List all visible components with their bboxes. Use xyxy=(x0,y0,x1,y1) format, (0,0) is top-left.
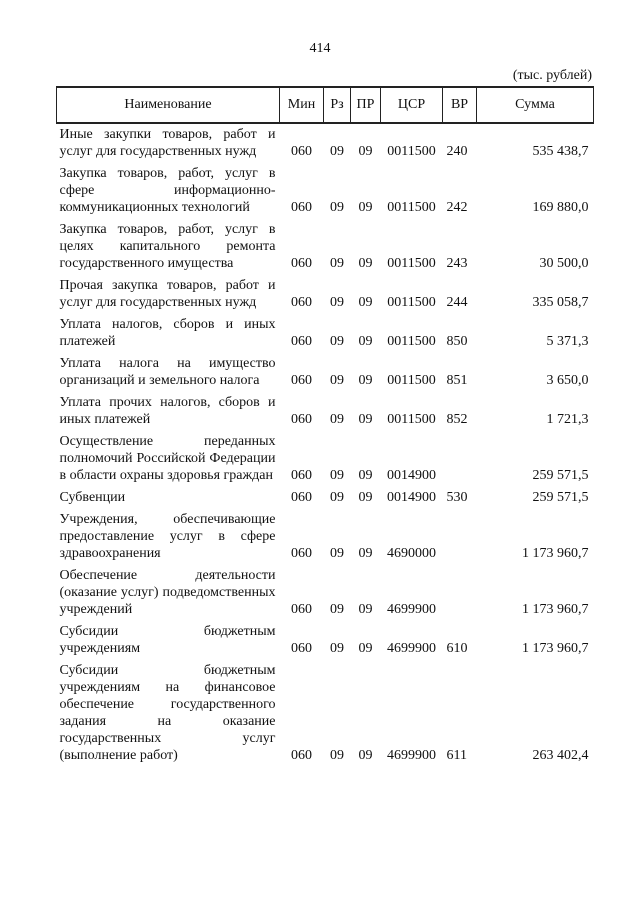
row-name: Субсидии бюджетным учреждениям xyxy=(59,624,276,656)
row-min: 060 xyxy=(291,748,312,763)
header-vr: ВР xyxy=(443,87,477,123)
table-row xyxy=(57,163,594,219)
row-min: 060 xyxy=(291,546,312,561)
row-sum: 5 371,3 xyxy=(546,334,589,349)
table-row xyxy=(57,353,594,392)
header-csr: ЦСР xyxy=(381,87,443,123)
row-csr: 4690000 xyxy=(387,546,436,561)
row-csr: 0011500 xyxy=(387,373,436,388)
row-min: 060 xyxy=(291,334,312,349)
page-number: 414 xyxy=(309,41,331,56)
row-sum: 3 650,0 xyxy=(546,373,589,388)
row-csr: 0014900 xyxy=(387,468,436,483)
row-vr: 850 xyxy=(446,334,468,349)
row-vr: 610 xyxy=(446,641,468,656)
row-vr: 242 xyxy=(446,200,468,215)
row-sum: 335 058,7 xyxy=(532,295,589,310)
table-row xyxy=(57,275,594,314)
row-name: Уплата прочих налогов, сборов и иных платежей xyxy=(59,395,276,427)
row-pr: 09 xyxy=(358,602,373,617)
row-name: Закупка товаров, работ, услуг в целях капитального ремонта государственного имущества xyxy=(59,222,276,271)
row-pr: 09 xyxy=(358,200,373,215)
row-sum: 259 571,5 xyxy=(532,490,589,505)
row-pr: 09 xyxy=(358,546,373,561)
row-name: Иные закупки товаров, работ и услуг для государственных нужд xyxy=(59,127,276,159)
header-name: Наименование xyxy=(57,87,280,123)
row-min: 060 xyxy=(291,468,312,483)
row-rz: 09 xyxy=(330,295,344,310)
table-row xyxy=(57,219,594,275)
row-csr: 0011500 xyxy=(387,334,436,349)
row-sum: 1 721,3 xyxy=(546,412,589,427)
row-rz: 09 xyxy=(330,748,344,763)
row-vr xyxy=(443,431,477,487)
row-name: Субвенции xyxy=(59,490,126,505)
row-name: Осуществление переданных полномочий Российской Федерации в области охраны здоровья граждан xyxy=(59,434,276,483)
row-name: Уплата налога на имущество организаций и земельного налога xyxy=(59,356,276,388)
row-sum: 1 173 960,7 xyxy=(522,641,589,656)
header-sum: Сумма xyxy=(477,87,594,123)
row-sum: 263 402,4 xyxy=(532,748,589,763)
header-pr: ПР xyxy=(351,87,381,123)
row-vr: 851 xyxy=(446,373,468,388)
table-row xyxy=(57,487,594,509)
row-rz: 09 xyxy=(330,468,344,483)
row-rz: 09 xyxy=(330,373,344,388)
row-name: Закупка товаров, работ, услуг в сфере информационно-коммуникационных технологий xyxy=(59,166,276,215)
row-rz: 09 xyxy=(330,490,344,505)
row-name: Обеспечение деятельности (оказание услуг) подведомственных учреждений xyxy=(59,568,276,617)
row-pr: 09 xyxy=(358,412,373,427)
table-header-row xyxy=(57,87,594,123)
row-min: 060 xyxy=(291,144,312,159)
row-min: 060 xyxy=(291,200,312,215)
row-pr: 09 xyxy=(358,490,373,505)
row-rz: 09 xyxy=(330,334,344,349)
row-vr xyxy=(443,509,477,565)
row-min: 060 xyxy=(291,641,312,656)
row-name: Субсидии бюджетным учреждениям на финансовое обеспечение государственного задания на оказание государственных услуг (выполнение работ) xyxy=(59,663,276,763)
row-csr: 4699900 xyxy=(387,602,436,617)
row-vr: 243 xyxy=(446,256,468,271)
table-row xyxy=(57,509,594,565)
row-min: 060 xyxy=(291,490,312,505)
row-pr: 09 xyxy=(358,144,373,159)
row-vr: 852 xyxy=(446,412,468,427)
row-csr: 0011500 xyxy=(387,144,436,159)
row-sum: 535 438,7 xyxy=(532,144,589,159)
row-csr: 4699900 xyxy=(387,641,436,656)
row-rz: 09 xyxy=(330,144,344,159)
row-csr: 0011500 xyxy=(387,412,436,427)
row-pr: 09 xyxy=(358,373,373,388)
row-sum: 169 880,0 xyxy=(532,200,589,215)
table-row xyxy=(57,123,594,163)
table-row xyxy=(57,565,594,621)
row-sum: 1 173 960,7 xyxy=(522,546,589,561)
header-rz: Рз xyxy=(324,87,351,123)
row-min: 060 xyxy=(291,256,312,271)
row-csr: 0011500 xyxy=(387,295,436,310)
budget-table xyxy=(56,86,594,767)
row-sum: 259 571,5 xyxy=(532,468,589,483)
row-name: Уплата налогов, сборов и иных платежей xyxy=(59,317,276,349)
row-vr: 530 xyxy=(446,490,468,505)
row-rz: 09 xyxy=(330,256,344,271)
row-csr: 4699900 xyxy=(387,748,436,763)
table-row xyxy=(57,314,594,353)
row-sum: 30 500,0 xyxy=(539,256,589,271)
units-label: (тыс. рублей) xyxy=(512,68,592,83)
row-csr: 0011500 xyxy=(387,200,436,215)
row-vr: 244 xyxy=(446,295,468,310)
row-min: 060 xyxy=(291,373,312,388)
row-rz: 09 xyxy=(330,200,344,215)
row-pr: 09 xyxy=(358,256,373,271)
row-name: Прочая закупка товаров, работ и услуг для государственных нужд xyxy=(59,278,276,310)
row-vr: 611 xyxy=(446,748,467,763)
table-row xyxy=(57,660,594,767)
row-pr: 09 xyxy=(358,641,373,656)
row-pr: 09 xyxy=(358,334,373,349)
row-sum: 1 173 960,7 xyxy=(522,602,589,617)
header-min: Мин xyxy=(280,87,324,123)
row-vr xyxy=(443,565,477,621)
table-row xyxy=(57,621,594,660)
row-rz: 09 xyxy=(330,641,344,656)
table-row xyxy=(57,392,594,431)
row-pr: 09 xyxy=(358,468,373,483)
row-csr: 0014900 xyxy=(387,490,436,505)
row-min: 060 xyxy=(291,295,312,310)
row-rz: 09 xyxy=(330,602,344,617)
row-rz: 09 xyxy=(330,412,344,427)
row-csr: 0011500 xyxy=(387,256,436,271)
row-name: Учреждения, обеспечивающие предоставление услуг в сфере здравоохранения xyxy=(59,512,276,561)
row-min: 060 xyxy=(291,412,312,427)
row-pr: 09 xyxy=(358,295,373,310)
row-rz: 09 xyxy=(330,546,344,561)
table-row xyxy=(57,431,594,487)
row-vr: 240 xyxy=(446,144,468,159)
row-min: 060 xyxy=(291,602,312,617)
row-pr: 09 xyxy=(358,748,373,763)
